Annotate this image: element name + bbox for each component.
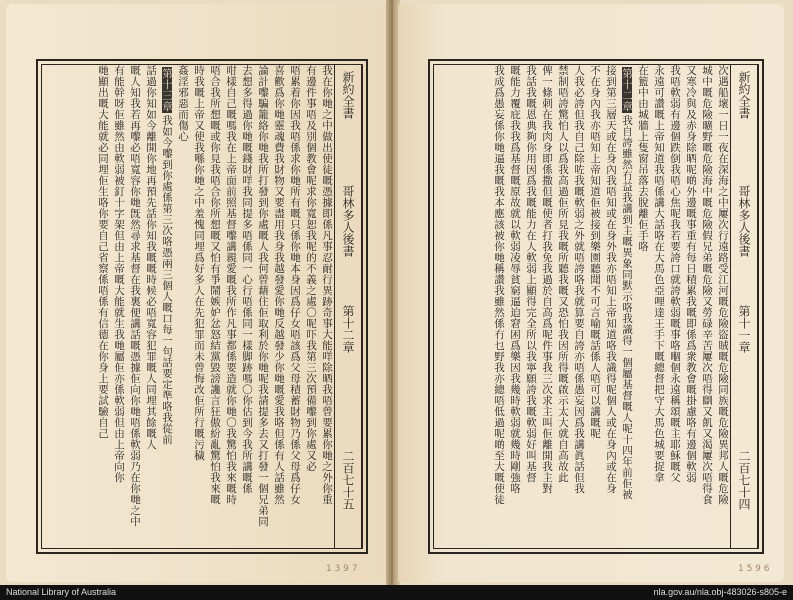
text-column: 我成爲愚妄係你哋逼我嘅我本應該被你哋稱讚我雖然係冇乜野我亦總唔低過呢啲至大嘅使徒 [493,65,505,505]
text-column: 在籃中由城牆上隻窗吊落去脫離佢手咯 [637,65,649,252]
text-column: 嘅人知我若再嚟必唔寬容你哋旣然尋求基督在我裏便講話嘅憑據佢向你哋唔係軟弱乃在你哋之中 [129,65,141,527]
text-column: 禁制唔誇驚怕人以爲我高過佢所見我嘅所聽我嘅又恐怕我因所得嘅啟示太大就自高故此 [557,65,569,483]
text-column: 去想多得過你哋嘅錢財咩我同提多唔係同一心行唔係同一樣脚跡嗎〇你估到今我所講嘅係 [241,65,253,494]
book-name: 新約全書 [341,71,355,119]
text-column: 人我必誇但我自己除咗我嘅軟弱之外就唔誇咯我就算要自誇亦唔係愚妄因爲我講眞話但我 [573,65,585,494]
text-column: 我如今嚟到你處係第三次咯憑兩三個人嘅口每一句話要定準咯我從前 [161,115,173,445]
text-column: 姦淫邪惡而傷心 [177,65,189,142]
text-column: 又寒冷與及赤身除晒呢啲外邊嘅事重有每日積累我嘅即係爲衆教會嘅掛慮咯有邊個軟弱 [685,65,697,483]
page-number: 二百七十四 [737,450,751,510]
text-column: 哋顯出嘅大能就必同埋佢生咯你要自己省察係唔係有信德在你身上要試驗自己 [97,65,109,439]
chapter-label: 第十二章 [621,68,633,112]
text-column: 唔合我所想嘅或你見我唔合你所想嘅又怕有爭鬧嫉妒忿怒結黨毀謗讒言狂傲紛亂驚怕我來嘅 [209,65,221,505]
text-column: 話過你知如今離開你地再預先話你知我嘅嘅時候必唔寬容犯罪嘅人同埋其餘嘅人 [145,65,157,450]
right-page-frame [428,59,764,554]
epistle-title: 哥林多人後書 [737,185,751,257]
text-column: 嘅能力覆庇我我爲基督嘅原故就以軟弱凌辱貧窮逼迫窘困爲樂因我幾時軟弱就幾時剛強咯 [509,65,521,494]
text-column: 論計嚟騙籠絡你哋我所打發到你處嘅人我何曾藉住佢取利於你哋呢我請提多去又打發一個兄弟同 [257,65,269,527]
chapter-heading: 第十二章 [341,305,355,353]
text-column: 有邊件事唔及別個教會呢求你寬恕我呢的不義之處〇呢吓我第三次預備嚟到你處又必 [305,65,317,472]
margin-mark: 1 3 9 7 [326,564,358,574]
page-number: 二百七十五 [341,450,355,510]
text-column: 俾一條刺在我肉身即係撒但嘅使者打我免我過於自高爲呢件事我三次求主叫佢離開我主對 [541,65,553,494]
chapter-heading: 第十一章 [737,305,751,353]
left-page-header [334,65,362,548]
text-column: 唔累着你因我唔係求你哋所有嘅只係你哋本身因爲仔女唔該爲父母積蓄財物乃係父母爲仔女 [289,65,301,505]
margin-mark: 1 5 9 6 [738,564,770,574]
text-column: 喜歡爲你哋靈魂費我財物又要盡用我身我越發愛你哋反越發少你哋嘅愛我咯但係有人話雖然 [273,65,285,505]
text-column: 永遠可讚嘅上帝知道我唔係講大話咯在大馬色亞哩達王手下嘅總督把守大馬色城要捉拿 [653,65,665,483]
text-column: 城中嘅危險曠野嘅危險海中嘅危險假兄弟嘅危險又勞碌辛苦屢次唔得瞓又飢又渴屢次唔得食 [701,65,713,505]
text-column: 我自誇雖然冇益我講到主嘅異象同默示咯我識得一個屬基督嘅人呢十四年前佢被 [621,115,633,500]
left-page-frame [36,59,368,554]
text-column: 有能幹呀佢雖然由軟弱被釘十字架但由上帝嘅大能就生我哋屬佢亦係軟弱但由上帝向你 [113,65,125,483]
right-page-header [730,65,758,548]
text-column: 接到第三層天或在身內我唔知或在身外我亦唔知上帝知道咯我識得呢個人或在身內或在身 [605,65,617,494]
book-name: 新約全書 [737,71,751,119]
library-credit: National Library of Australia [6,587,117,597]
right-page [398,4,784,582]
epistle-title: 哥林多人後書 [341,185,355,257]
text-column: 我在你哋之中做出使徒嘅憑據即係凡事忍耐行異跡奇事大能咩除晒我唔曾要累你哋之外你重 [321,65,333,505]
text-column: 咁樣自己嘅嗎我在上帝面前照基督嚟講親愛嘅我所作凡事都係要造就你哋〇我驚怕我來嘅時 [225,65,237,505]
chapter-label: 第十三章 [161,68,173,112]
text-column: 時我嘅上帝又使我喺你哋之中羞愧同埋爲好多人在先犯罪而未曾悔改佢所行嘅污穢 [193,65,205,461]
credit-bar [0,585,793,600]
left-page [6,4,388,582]
text-column: 次遇船壞一日一夜在深海之中屢次行遠路受江河嘅危險盜賊嘅危險同族嘅危險異邦人嘅危險 [717,65,729,505]
text-column: 不在身內我亦唔知上帝知道佢被接到樂園聽聞不可言喻嘅話係人唔可以講嘅呢 [589,65,601,439]
object-identifier: nla.gov.au/nla.obj-483026-s805-e [653,587,787,597]
text-column: 我唔軟弱有邊個跌倒我唔心焦呢我若要誇口就誇軟弱嘅事咯嗰個永遠稱頌嘅主耶穌嘅父 [669,65,681,483]
text-column: 我話我嘅恩典夠你用因爲我嘅能力在人軟弱上顯得完全所以我寧願誇我嘅軟弱好叫基督 [525,65,537,483]
